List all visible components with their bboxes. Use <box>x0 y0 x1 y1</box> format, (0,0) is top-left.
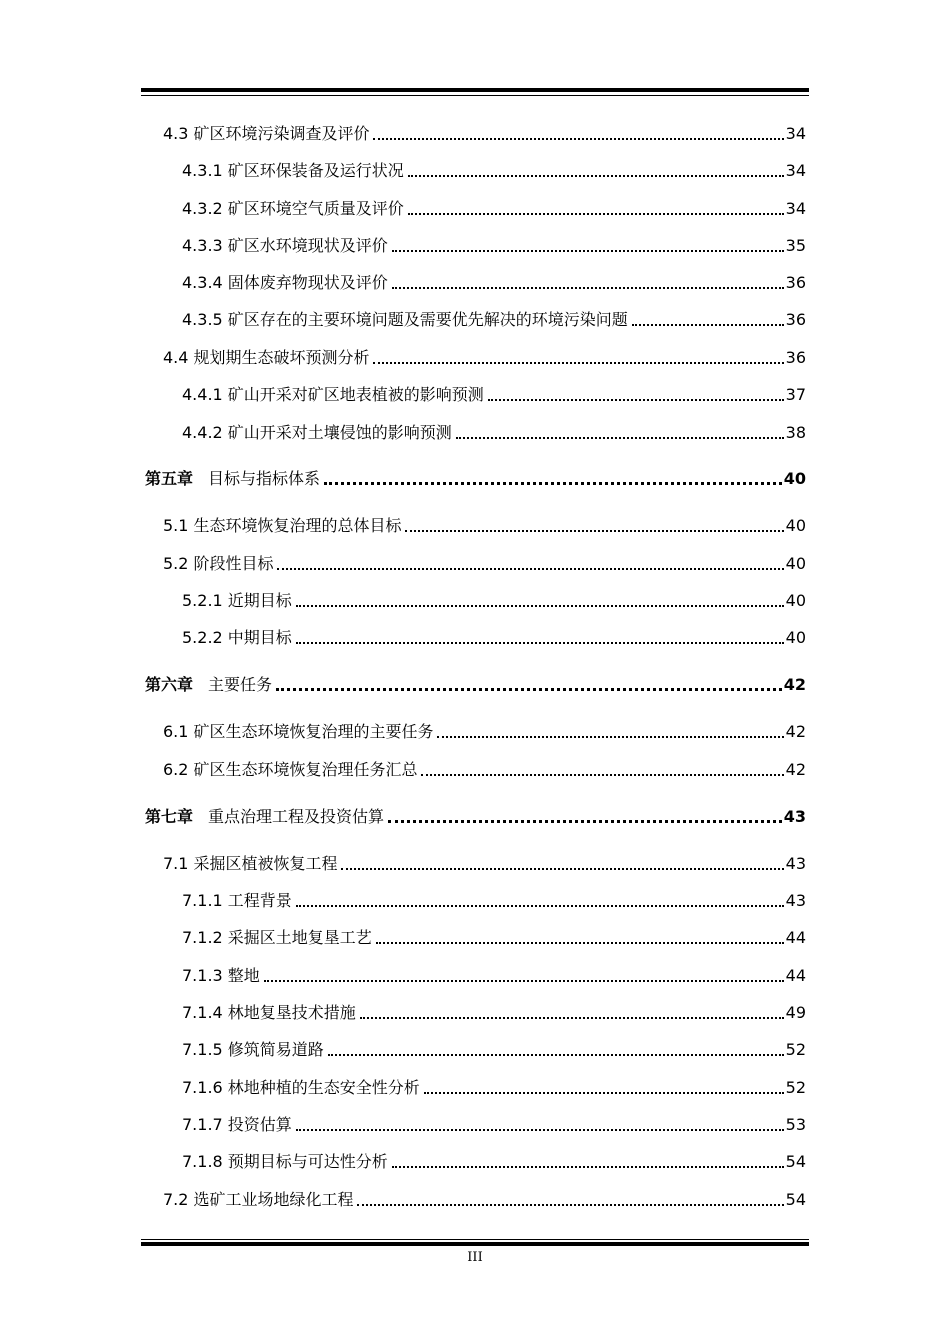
toc-entry-number: 第七章 <box>145 807 194 826</box>
toc-dot-leader <box>276 688 782 691</box>
toc-entry-title: 生态环境恢复治理的总体目标 <box>193 516 402 535</box>
toc-entry-number: 4.3 <box>163 124 189 143</box>
toc-entry-title: 林地复垦技术措施 <box>227 1003 356 1022</box>
toc-entry[interactable] <box>163 120 806 144</box>
toc-entry-number: 7.1.5 <box>182 1040 223 1059</box>
toc-entry-number: 4.4.1 <box>182 385 223 404</box>
toc-entry[interactable] <box>145 671 806 695</box>
toc-entry-title: 矿区环境空气质量及评价 <box>227 199 404 218</box>
toc-entry-title: 矿山开采对矿区地表植被的影响预测 <box>227 385 484 404</box>
toc-entry-page: 34 <box>785 161 806 180</box>
toc-entry-number: 7.1.3 <box>182 966 223 985</box>
toc-entry-title: 采掘区土地复垦工艺 <box>227 928 372 947</box>
toc-entry-page: 36 <box>785 273 806 292</box>
toc-entry-number: 7.1.1 <box>182 891 223 910</box>
toc-entry-number: 4.3.5 <box>182 310 223 329</box>
toc-entry[interactable] <box>182 157 806 181</box>
toc-dot-leader <box>456 437 784 439</box>
toc-entry-number: 7.1.7 <box>182 1115 223 1134</box>
toc-entry-number: 4.3.4 <box>182 273 223 292</box>
toc-entry-title: 目标与指标体系 <box>208 469 321 488</box>
toc-entry-page: 34 <box>785 199 806 218</box>
toc-dot-leader <box>488 399 784 401</box>
toc-dot-leader <box>277 568 783 570</box>
toc-entry-number: 4.3.1 <box>182 161 223 180</box>
toc-entry-page: 53 <box>785 1115 806 1134</box>
toc-entry-page: 43 <box>785 854 806 873</box>
toc-entry-page: 42 <box>785 760 806 779</box>
toc-entry-title: 预期目标与可达性分析 <box>227 1152 388 1171</box>
toc-entry[interactable] <box>182 381 806 405</box>
toc-entry-page: 36 <box>785 310 806 329</box>
toc-dot-leader <box>341 868 783 870</box>
toc-entry-title: 固体废弃物现状及评价 <box>227 273 388 292</box>
toc-dot-leader <box>373 138 783 140</box>
toc-entry-page: 42 <box>783 675 806 694</box>
toc-entry-page: 54 <box>785 1152 806 1171</box>
toc-entry-title: 矿区存在的主要环境问题及需要优先解决的环境污染问题 <box>227 310 628 329</box>
toc-entry-page: 38 <box>785 423 806 442</box>
toc-entry-title: 矿区环保装备及运行状况 <box>227 161 404 180</box>
toc-dot-leader <box>392 250 784 252</box>
toc-entry-title: 投资估算 <box>227 1115 292 1134</box>
toc-dot-leader <box>296 605 784 607</box>
toc-dot-leader <box>357 1204 783 1206</box>
toc-entry[interactable] <box>182 195 806 219</box>
footer-rule-thick <box>141 1242 809 1246</box>
toc-entry[interactable] <box>163 550 806 574</box>
footer-rule-thin <box>141 1239 809 1240</box>
toc-entry[interactable] <box>163 1186 806 1210</box>
toc-entry[interactable] <box>182 962 806 986</box>
toc-entry-page: 40 <box>785 591 806 610</box>
toc-dot-leader <box>296 642 784 644</box>
toc-entry-number: 7.1.4 <box>182 1003 223 1022</box>
toc-entry[interactable] <box>182 1148 806 1172</box>
toc-entry-number: 4.3.3 <box>182 236 223 255</box>
toc-dot-leader <box>392 1166 784 1168</box>
toc-entry-title: 矿区水环境现状及评价 <box>227 236 388 255</box>
toc-entry-number: 7.1.2 <box>182 928 223 947</box>
toc-dot-leader <box>405 530 783 532</box>
toc-entry[interactable] <box>182 999 806 1023</box>
toc-entry[interactable] <box>163 718 806 742</box>
toc-dot-leader <box>360 1017 784 1019</box>
toc-entry-title: 规划期生态破坏预测分析 <box>193 348 370 367</box>
toc-entry-page: 40 <box>785 516 806 535</box>
toc-entry-number: 5.2.1 <box>182 591 223 610</box>
toc-dot-leader <box>373 362 783 364</box>
toc-entry-title: 工程背景 <box>227 891 292 910</box>
toc-dot-leader <box>392 287 784 289</box>
toc-entry-title: 矿区环境污染调查及评价 <box>193 124 370 143</box>
toc-entry-title: 中期目标 <box>227 628 292 647</box>
toc-dot-leader <box>296 905 784 907</box>
toc-entry[interactable] <box>182 924 806 948</box>
toc-entry-number: 7.1 <box>163 854 189 873</box>
toc-dot-leader <box>408 213 784 215</box>
toc-entry-number: 4.4 <box>163 348 189 367</box>
page-number: III <box>467 1250 483 1265</box>
toc-entry-page: 52 <box>785 1078 806 1097</box>
toc-entry[interactable] <box>145 465 806 489</box>
toc-dot-leader <box>408 175 784 177</box>
toc-entry-page: 35 <box>785 236 806 255</box>
toc-entry-number: 6.2 <box>163 760 189 779</box>
toc-entry[interactable] <box>182 1111 806 1135</box>
toc-entry-page: 34 <box>785 124 806 143</box>
toc-entry-title: 矿山开采对土壤侵蚀的影响预测 <box>227 423 452 442</box>
toc-entry-title: 选矿工业场地绿化工程 <box>193 1190 354 1209</box>
toc-entry-title: 重点治理工程及投资估算 <box>208 807 385 826</box>
toc-entry-title: 采掘区植被恢复工程 <box>193 854 338 873</box>
toc-entry-number: 7.1.6 <box>182 1078 223 1097</box>
toc-entry[interactable] <box>182 887 806 911</box>
toc-entry-page: 40 <box>785 628 806 647</box>
toc-entry-number: 7.2 <box>163 1190 189 1209</box>
toc-dot-leader <box>424 1092 784 1094</box>
toc-entry-number: 5.2.2 <box>182 628 223 647</box>
toc-entry[interactable] <box>163 850 806 874</box>
toc-dot-leader <box>324 482 782 485</box>
toc-entry-title: 修筑简易道路 <box>227 1040 324 1059</box>
toc-entry-page: 49 <box>785 1003 806 1022</box>
toc-entry-title: 矿区生态环境恢复治理的主要任务 <box>193 722 434 741</box>
toc-entry-page: 43 <box>783 807 806 826</box>
toc-entry-number: 5.1 <box>163 516 189 535</box>
toc-entry-page: 44 <box>785 928 806 947</box>
toc-entry[interactable] <box>145 803 806 827</box>
toc-entry[interactable] <box>182 1036 806 1060</box>
toc-entry-title: 矿区生态环境恢复治理任务汇总 <box>193 760 418 779</box>
toc-entry-number: 第六章 <box>145 675 194 694</box>
toc-entry-page: 42 <box>785 722 806 741</box>
toc-entry-number: 6.1 <box>163 722 189 741</box>
toc-entry-title: 近期目标 <box>227 591 292 610</box>
toc-entry-number: 5.2 <box>163 554 189 573</box>
toc-dot-leader <box>437 736 783 738</box>
toc-entry-title: 阶段性目标 <box>193 554 274 573</box>
toc-dot-leader <box>376 942 784 944</box>
toc-dot-leader <box>296 1129 784 1131</box>
toc-entry-number: 7.1.8 <box>182 1152 223 1171</box>
toc-entry[interactable] <box>182 269 806 293</box>
toc-entry[interactable] <box>163 344 806 368</box>
toc-entry-title: 主要任务 <box>208 675 273 694</box>
toc-entry-number: 第五章 <box>145 469 194 488</box>
toc-entry-page: 43 <box>785 891 806 910</box>
toc-entry-page: 40 <box>785 554 806 573</box>
toc-entry[interactable] <box>182 232 806 256</box>
toc-entry-page: 36 <box>785 348 806 367</box>
toc-entry[interactable] <box>182 419 806 443</box>
toc-entry-page: 40 <box>783 469 806 488</box>
toc-dot-leader <box>328 1054 784 1056</box>
toc-entry[interactable] <box>163 756 806 780</box>
toc-entry[interactable] <box>182 1074 806 1098</box>
toc-dot-leader <box>632 324 784 326</box>
toc-entry-number: 4.3.2 <box>182 199 223 218</box>
toc-entry-number: 4.4.2 <box>182 423 223 442</box>
toc-dot-leader <box>421 774 783 776</box>
toc-entry-title: 整地 <box>227 966 260 985</box>
toc-entry-title: 林地种植的生态安全性分析 <box>227 1078 420 1097</box>
toc-entry-page: 54 <box>785 1190 806 1209</box>
toc-entry-page: 52 <box>785 1040 806 1059</box>
toc-dot-leader <box>264 980 784 982</box>
toc-entry[interactable] <box>182 624 806 648</box>
toc-entry-page: 37 <box>785 385 806 404</box>
toc-entry-page: 44 <box>785 966 806 985</box>
toc-entry[interactable] <box>182 306 806 330</box>
toc-dot-leader <box>388 820 782 823</box>
toc-entry[interactable] <box>163 512 806 536</box>
toc-entry[interactable] <box>182 587 806 611</box>
